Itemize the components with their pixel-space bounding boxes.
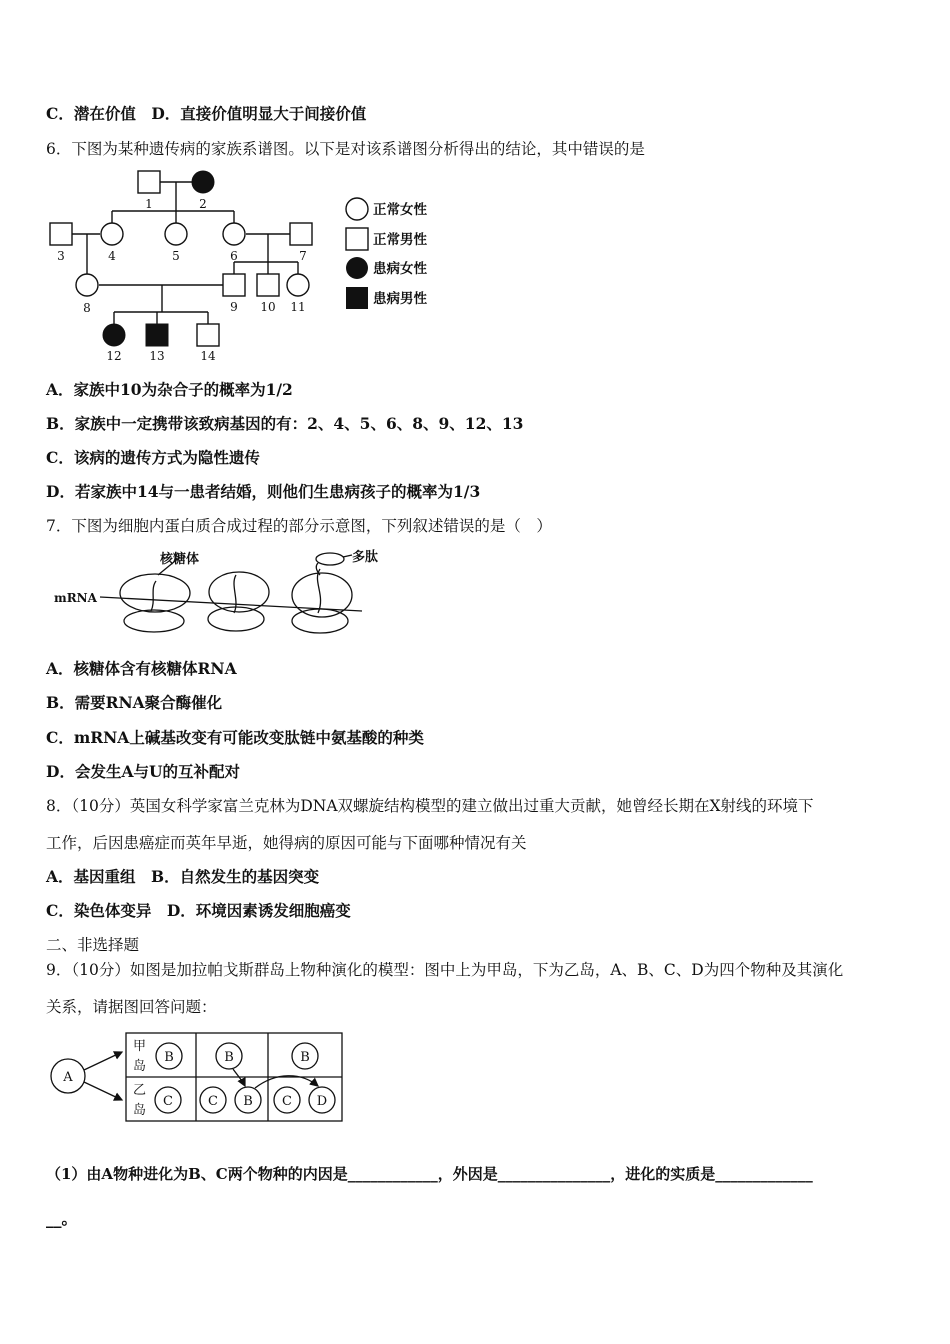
pedigree-id-14: 14 — [200, 349, 216, 363]
species-c-label-1: C — [163, 1094, 173, 1109]
pedigree-id-12: 12 — [106, 349, 122, 363]
pedigree-id-6: 6 — [230, 249, 238, 263]
q8-options-ab: A．基因重组 B．自然发生的基因突变 — [46, 867, 320, 886]
q7-option-d: D．会发生A与U的互补配对 — [46, 762, 240, 781]
species-c-label-2: C — [208, 1094, 218, 1109]
q9-stem-line1: 9．（10分）如图是加拉帕戈斯群岛上物种演化的模型：图中上为甲岛，下为乙岛，A、B、C、D为四个物种及其演化 — [46, 961, 844, 979]
pedigree-id-4: 4 — [108, 249, 116, 263]
pedigree-person-5 — [165, 223, 187, 245]
island-bottom-char-2: 岛 — [133, 1103, 147, 1118]
species-b-label-4: B — [300, 1050, 310, 1065]
legend-affected-male-icon — [346, 287, 368, 309]
pedigree-id-13: 13 — [149, 349, 165, 363]
pedigree-id-2: 2 — [199, 197, 207, 211]
species-b-label-1: B — [164, 1050, 174, 1065]
q6-option-a: A．家族中10为杂合子的概率为1/2 — [46, 380, 293, 399]
pedigree-person-7 — [290, 223, 312, 245]
pedigree-person-4 — [101, 223, 123, 245]
q7-option-a: A．核糖体含有核糖体RNA — [46, 659, 237, 678]
pedigree-person-10 — [257, 274, 279, 296]
pedigree-person-6 — [223, 223, 245, 245]
legend-affected-female: 患病女性 — [373, 261, 427, 277]
q6-option-d: D．若家族中14与一患者结婚，则他们生患病孩子的概率为1/3 — [46, 482, 481, 501]
legend-normal-male: 正常男性 — [373, 232, 427, 248]
pedigree-person-9 — [223, 274, 245, 296]
q9-stem-line2: 关系，请据图回答问题： — [46, 998, 217, 1016]
ribosome-label: 核糖体 — [160, 552, 200, 567]
pedigree-person-13 — [146, 324, 168, 346]
q8-stem-line2: 工作，后因患癌症而英年早逝，她得病的原因可能与下面哪种情况有关 — [46, 834, 527, 852]
island-top-char-2: 岛 — [133, 1059, 147, 1074]
legend-affected-male: 患病男性 — [373, 291, 427, 307]
pedigree-person-12 — [103, 324, 125, 346]
q7-stem: 7．下图为细胞内蛋白质合成过程的部分示意图，下列叙述错误的是（ ） — [46, 517, 552, 535]
pedigree-id-1: 1 — [145, 197, 153, 211]
pedigree-person-8 — [76, 274, 98, 296]
section-title: 二、非选择题 — [46, 936, 140, 954]
pedigree-person-11 — [287, 274, 309, 296]
island-evolution-diagram — [46, 1030, 346, 1126]
q5-options-tail: C．潜在价值 D．直接价值明显大于间接价值 — [46, 104, 367, 123]
peptide-label: 多肽 — [352, 550, 379, 565]
legend-affected-female-icon — [346, 257, 368, 279]
island-top-char-1: 甲 — [133, 1039, 147, 1054]
species-b-label-2: B — [224, 1050, 234, 1065]
q9-sub1-line2: __。 — [46, 1209, 78, 1228]
legend-normal-female: 正常女性 — [373, 202, 427, 218]
pedigree-id-3: 3 — [57, 249, 65, 263]
species-d-label: D — [316, 1094, 328, 1109]
q7-option-c: C．mRNA上碱基改变有可能改变肽链中氨基酸的种类 — [46, 728, 424, 747]
pedigree-id-7: 7 — [299, 249, 307, 263]
pedigree-id-9: 9 — [230, 300, 238, 314]
q6-option-b: B．家族中一定携带该致病基因的有：2、4、5、6、8、9、12、13 — [46, 414, 524, 433]
pedigree-person-3 — [50, 223, 72, 245]
legend-normal-female-icon — [346, 198, 368, 220]
pedigree-id-10: 10 — [260, 300, 276, 314]
pedigree-id-11: 11 — [290, 300, 306, 314]
pedigree-id-8: 8 — [83, 301, 91, 315]
q9-sub1-line1: （1）由A物种进化为B、C两个物种的内因是____________，外因是_______________，进化的实质是_____________ — [46, 1165, 813, 1183]
q8-stem-line1: 8．（10分）英国女科学家富兰克林为DNA双螺旋结构模型的建立做出过重大贡献，她曾经长期在X射线的环境下 — [46, 797, 814, 815]
q7-option-b: B．需要RNA聚合酶催化 — [46, 693, 223, 712]
island-bottom-char-1: 乙 — [133, 1083, 147, 1098]
species-c-label-3: C — [282, 1094, 292, 1109]
pedigree-diagram — [40, 166, 460, 366]
pedigree-person-14 — [197, 324, 219, 346]
mrna-label: mRNA — [54, 591, 97, 605]
legend-normal-male-icon — [346, 228, 368, 250]
pedigree-person-1 — [138, 171, 160, 193]
species-b-label-3: B — [243, 1094, 253, 1109]
pedigree-id-5: 5 — [172, 249, 180, 263]
species-a-label: A — [63, 1070, 73, 1085]
q6-option-c: C．该病的遗传方式为隐性遗传 — [46, 448, 260, 467]
pedigree-person-2 — [192, 171, 214, 193]
translation-diagram — [50, 545, 380, 637]
q8-options-cd: C．染色体变异 D．环境因素诱发细胞癌变 — [46, 901, 351, 920]
q6-stem: 6．下图为某种遗传病的家族系谱图。以下是对该系谱图分析得出的结论，其中错误的是 — [46, 140, 645, 158]
